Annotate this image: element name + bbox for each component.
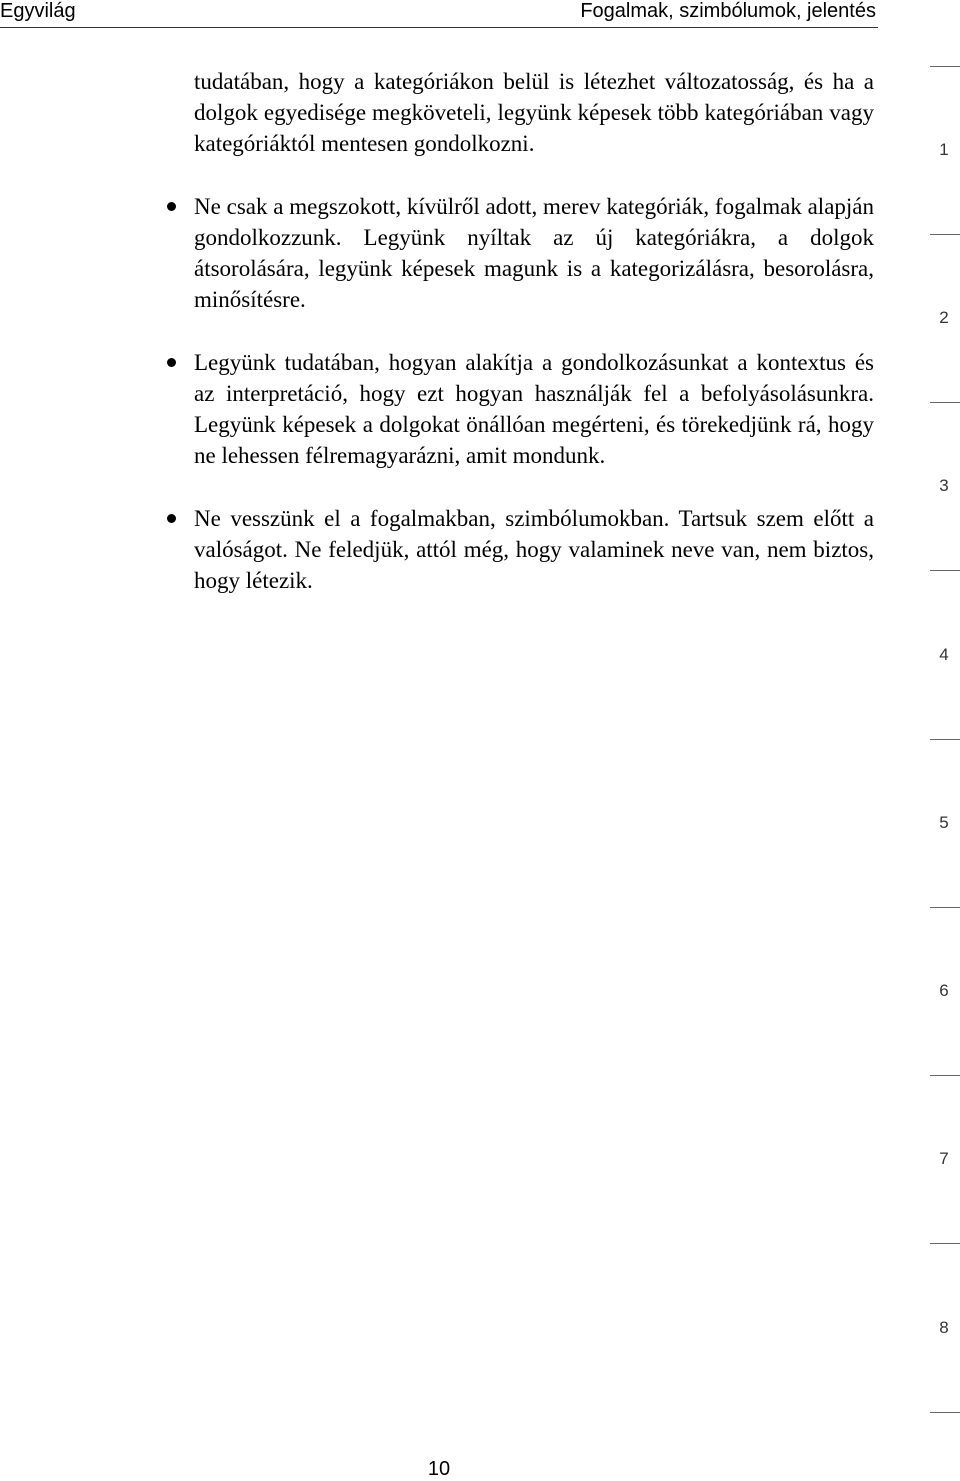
thumb-number: 6 [939,981,949,1000]
bullet-text: Ne vesszünk el a fogalmakban, szimbólumokban. Tartsuk szem előtt a valóságot. Ne feledjük, attól még, hogy valaminek neve van, nem biztos, hogy létezik. [194,506,874,593]
bullet-list [194,191,874,596]
thumb-divider [930,234,960,235]
thumb-divider [930,1075,960,1076]
thumb-divider [930,1243,960,1244]
bullet-item [194,503,874,596]
bullet-dot-icon [167,514,176,523]
bullet-dot-icon [167,202,176,211]
thumb-divider [930,739,960,740]
thumb-number: 4 [939,645,949,664]
bullet-item [194,347,874,471]
thumb-number: 2 [939,308,949,327]
thumb-number: 7 [939,1149,949,1168]
bullet-text: Legyünk tudatában, hogyan alakítja a gondolkozásunkat a kontextus és az interpretáció, hogy ezt hogyan használják fel a befolyásolásunkra. Legyünk képesek a dolgokat önállóan megérteni, és törekedjünk rá, hogy ne lehessen félremagyarázni, amit mondunk. [194,350,874,468]
thumb-index [930,0,960,1477]
thumb-number: 5 [939,813,949,832]
thumb-divider [930,907,960,908]
thumb-divider [930,570,960,571]
bullet-dot-icon [167,358,176,367]
thumb-divider [930,402,960,403]
thumb-number: 3 [939,476,949,495]
header-chapter-title: Fogalmak, szimbólumok, jelentés [580,0,876,22]
thumb-divider [930,1412,960,1413]
header-book-title: Egyvilág [0,0,76,22]
main-text [194,66,874,596]
bullet-text: Ne csak a megszokott, kívülről adott, merev kategóriák, fogalmak alapján gondolkozzunk. Legyünk nyíltak az új kategóriákra, a dolgok átsorolására, legyünk képesek magunk is a kategorizálásra, besorolásra, minősítésre. [194,194,874,312]
thumb-number: 8 [939,1318,949,1337]
thumb-number: 1 [939,140,949,159]
running-header [0,0,878,28]
continuation-paragraph: tudatában, hogy a kategóriákon belül is létezhet változatosság, és ha a dolgok egyedisége megköveteli, legyünk képesek több kategóriában vagy kategóriáktól mentesen gondolkozni. [194,69,874,156]
thumb-divider [930,66,960,67]
bullet-item [194,191,874,315]
page-number: 10 [427,1458,451,1480]
